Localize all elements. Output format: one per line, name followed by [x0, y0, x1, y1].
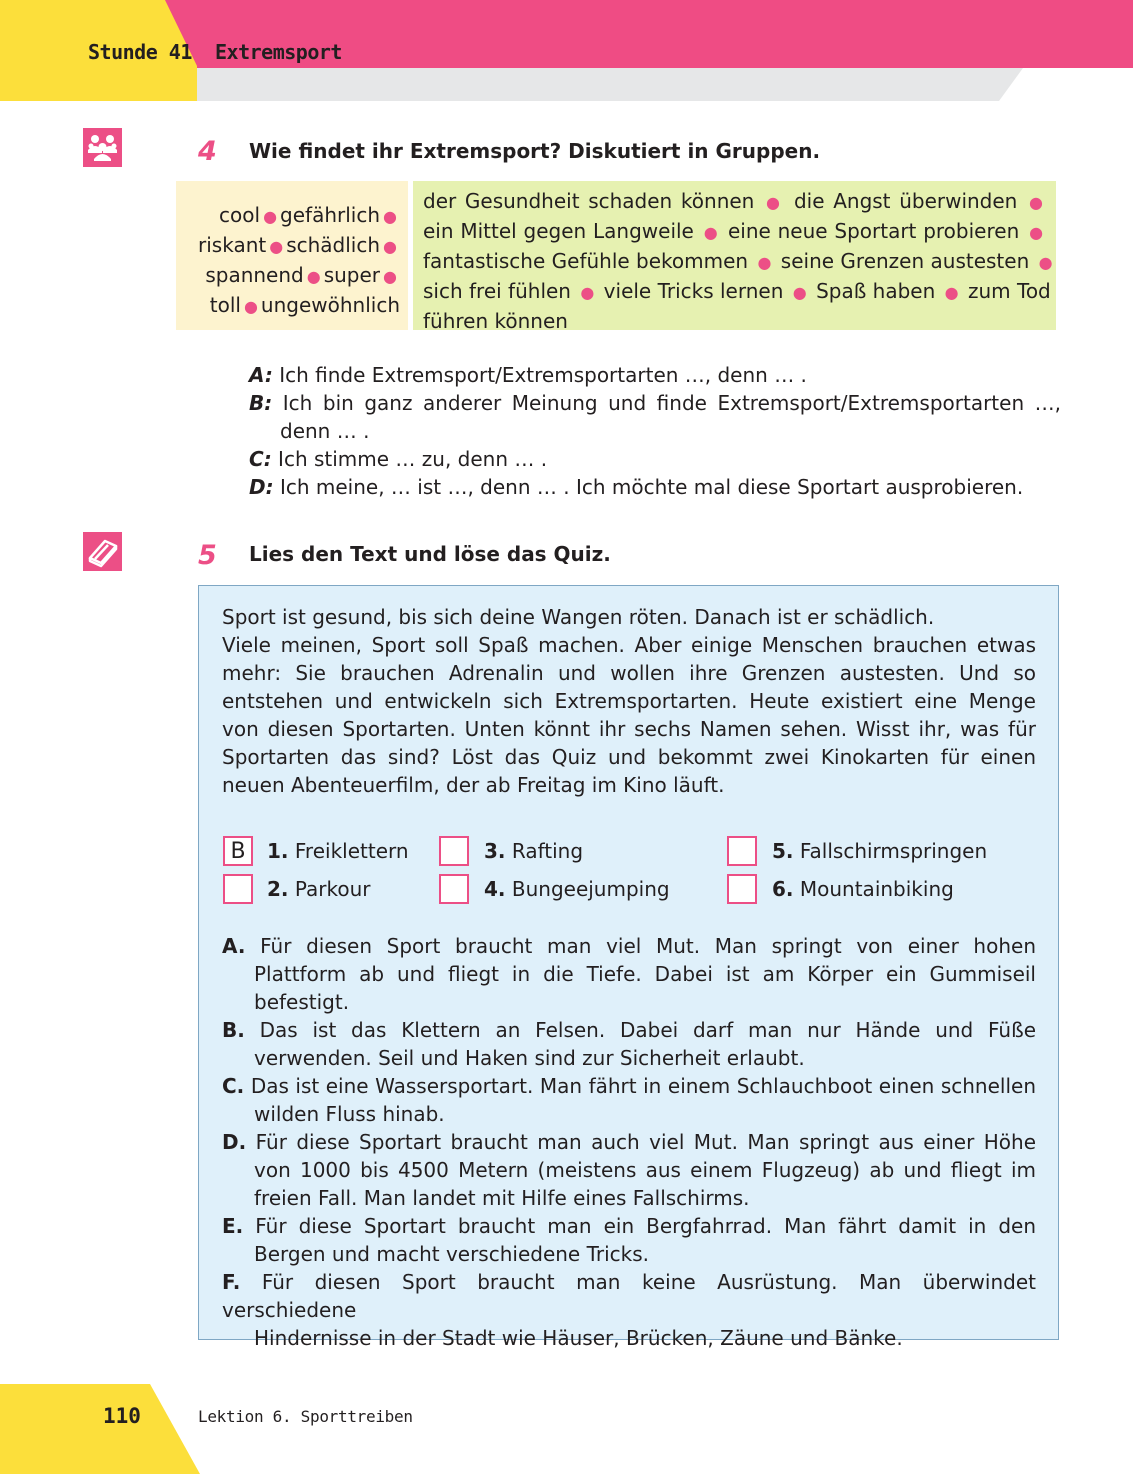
- quiz-name: Freiklettern: [294, 839, 409, 863]
- quiz-item-2: [267, 875, 371, 903]
- intro-line: mehr: Sie brauchen Adrenalin und wollen ihre Grenzen austesten. Und so: [222, 661, 1036, 685]
- answer-box-2[interactable]: [223, 874, 253, 904]
- phrase-line: sich frei fühlen ● viele Tricks lernen ● Spaß haben ● zum Tod: [423, 279, 1051, 303]
- intro-line: entstehen und entwickeln sich Extremsportarten. Heute existiert eine Menge: [222, 689, 1036, 713]
- adjective: schädlich: [286, 233, 381, 257]
- adjective-line: cool ● gefährlich ●: [219, 203, 397, 227]
- quiz-item-4: [484, 875, 670, 903]
- phrase: führen können: [423, 309, 568, 333]
- phrase-line: [423, 307, 1046, 335]
- description-F: [222, 1268, 1036, 1352]
- description-C: [222, 1072, 1036, 1128]
- phrase: Spaß haben: [816, 279, 936, 303]
- description-line: verwenden. Seil und Haken sind zur Sicherheit erlaubt.: [254, 1046, 805, 1070]
- description-letter: E.: [222, 1214, 244, 1238]
- quiz-item-3: [484, 837, 583, 865]
- footer-lesson-title: Lektion 6. Sporttreiben: [198, 1407, 413, 1426]
- description-line: wilden Fluss hinab.: [254, 1102, 445, 1126]
- description-text: Das ist das Klettern an Felsen. Dabei darf man nur Hände und Füße: [259, 1018, 1037, 1042]
- quiz-name: Rafting: [511, 839, 584, 863]
- description-text: Das ist eine Wassersportart. Man fährt in einem Schlauchboot einen schnellen: [250, 1074, 1036, 1098]
- footer-yellow-band: [0, 1384, 200, 1474]
- description-letter: F.: [222, 1270, 241, 1294]
- description-line: von 1000 bis 4500 Metern (meistens aus einem Flugzeug) ab und fliegt im: [254, 1158, 1036, 1182]
- dialogue-line: D: Ich meine, … ist …, denn … . Ich möchte mal diese Sportart ausprobieren.: [249, 475, 1024, 499]
- phrases-box: [413, 181, 1056, 333]
- quiz-number: 6.: [772, 877, 794, 901]
- description-letter: B.: [222, 1018, 245, 1042]
- quiz-number: 4.: [484, 877, 506, 901]
- adjective-line: spannend ● super ●: [205, 263, 397, 287]
- speaker-label: D: [249, 475, 266, 499]
- dialogue-text: Ich stimme … zu, denn … .: [278, 447, 548, 471]
- dialogue-text: Ich finde Extremsport/Extremsportarten …, denn … .: [279, 363, 807, 387]
- description-letter: C.: [222, 1074, 245, 1098]
- quiz-name: Fallschirmspringen: [799, 839, 988, 863]
- description-letter: D.: [222, 1130, 247, 1154]
- dialogue-text: Ich meine, … ist …, denn … . Ich möchte mal diese Sportart ausprobieren.: [279, 475, 1024, 499]
- dialogue-block: [249, 361, 1061, 501]
- description-text: Für diesen Sport braucht man keine Ausrüstung. Man überwindet verschiedene: [222, 1270, 1036, 1322]
- description-E: [222, 1212, 1036, 1268]
- phrase-line: fantastische Gefühle bekommen ● seine Grenzen austesten ●: [423, 249, 1053, 273]
- dialogue-line: B: Ich bin ganz anderer Meinung und finde Extremsport/Extremsportarten …,: [249, 391, 1061, 415]
- adjective: super: [323, 263, 381, 287]
- descriptions-list: [222, 932, 1036, 1352]
- book-icon: [83, 532, 122, 571]
- dialogue-line: C: Ich stimme … zu, denn … .: [249, 447, 548, 471]
- phrase: fantastische Gefühle bekommen: [423, 249, 749, 273]
- description-line: [222, 932, 1036, 960]
- intro-line: Sport ist gesund, bis sich deine Wangen röten. Danach ist er schädlich.: [222, 605, 935, 629]
- phrase: seine Grenzen austesten: [780, 249, 1030, 273]
- phrase: eine neue Sportart probieren: [727, 219, 1020, 243]
- adjective: riskant: [198, 233, 267, 257]
- quiz-name: Bungeejumping: [511, 877, 670, 901]
- phrase-line: ein Mittel gegen Langweile ● eine neue Sportart probieren ●: [423, 219, 1044, 243]
- reading-text-box: [198, 585, 1059, 1350]
- lesson-number: Stunde 41: [88, 40, 192, 64]
- dialogue-continuation: denn … .: [280, 419, 370, 443]
- description-text: Für diese Sportart braucht man ein Bergfahrrad. Man fährt damit in den: [255, 1214, 1037, 1238]
- adjective: gefährlich: [280, 203, 381, 227]
- task-4-number: 4: [198, 136, 217, 167]
- page-number: 110: [103, 1404, 141, 1428]
- adjective: toll: [209, 293, 241, 317]
- description-line: [222, 1016, 1036, 1044]
- phrase: viele Tricks lernen: [603, 279, 784, 303]
- answer-box-5[interactable]: [727, 836, 757, 866]
- adjective: cool: [219, 203, 261, 227]
- intro-line: neuen Abenteuerfilm, der ab Freitag im Kino läuft.: [222, 773, 725, 797]
- description-line: [222, 1268, 1036, 1324]
- answer-box-1[interactable]: B: [223, 836, 253, 866]
- task-5-title: Lies den Text und löse das Quiz.: [249, 542, 611, 566]
- quiz-number: 5.: [772, 839, 794, 863]
- adjective: ungewöhnlich: [260, 293, 400, 317]
- intro-line: von diesen Sportarten. Unten könnt ihr sechs Namen sehen. Wisst ihr, was für: [222, 717, 1036, 741]
- phrase: sich frei fühlen: [423, 279, 571, 303]
- adjective-line: riskant ● schädlich ●: [198, 233, 397, 257]
- quiz-item-1: [267, 837, 409, 865]
- description-text: Für diese Sportart braucht man auch viel Mut. Man springt aus einer Höhe: [255, 1130, 1036, 1154]
- adjective: spannend: [205, 263, 304, 287]
- description-line: [222, 1072, 1036, 1100]
- adjectives-box: [176, 181, 408, 330]
- quiz-number: 2.: [267, 877, 289, 901]
- answer-box-6[interactable]: [727, 874, 757, 904]
- quiz-item-5: [772, 837, 987, 865]
- intro-text: [222, 603, 1036, 799]
- speaker-label: B: [249, 391, 265, 415]
- quiz-name: Mountainbiking: [799, 877, 954, 901]
- task-5-number: 5: [198, 540, 217, 571]
- phrase-line: der Gesundheit schaden können ● die Angst überwinden ●: [423, 189, 1044, 213]
- description-line: [222, 1212, 1036, 1240]
- speaker-label: C: [249, 447, 264, 471]
- intro-line: Viele meinen, Sport soll Spaß machen. Aber einige Menschen brauchen etwas: [222, 633, 1036, 657]
- description-A: [222, 932, 1036, 1016]
- quiz-number: 1.: [267, 839, 289, 863]
- dialogue-line: A: Ich finde Extremsport/Extremsportarten …, denn … .: [249, 363, 807, 387]
- group-icon: [83, 128, 122, 167]
- dialogue-text: Ich bin ganz anderer Meinung und finde Extremsport/Extremsportarten …,: [282, 391, 1061, 415]
- phrase: zum Tod: [967, 279, 1051, 303]
- quiz-item-6: [772, 875, 954, 903]
- description-line: Plattform ab und fliegt in die Tiefe. Dabei ist am Körper ein Gummiseil: [254, 962, 1036, 986]
- description-text: Für diesen Sport braucht man viel Mut. Man springt von einer hohen: [260, 934, 1037, 958]
- description-D: [222, 1128, 1036, 1212]
- description-line: freien Fall. Man landet mit Hilfe eines Fallschirms.: [254, 1186, 750, 1210]
- adjective-line: toll ● ungewöhnlich: [209, 293, 400, 317]
- phrase: ein Mittel gegen Langweile: [423, 219, 694, 243]
- intro-line: Sportarten das sind? Löst das Quiz und bekommt zwei Kinokarten für einen: [222, 745, 1036, 769]
- description-B: [222, 1016, 1036, 1072]
- speaker-label: A: [249, 363, 265, 387]
- description-line: Hindernisse in der Stadt wie Häuser, Brücken, Zäune und Bänke.: [254, 1326, 903, 1350]
- description-line: befestigt.: [254, 990, 350, 1014]
- phrase: die Angst überwinden: [793, 189, 1018, 213]
- header-gray-band: [197, 68, 1023, 101]
- task-4-title: Wie findet ihr Extremsport? Diskutiert in Gruppen.: [249, 139, 821, 163]
- description-line: [222, 1128, 1036, 1156]
- phrase: der Gesundheit schaden können: [423, 189, 755, 213]
- lesson-topic: Extremsport: [215, 40, 342, 64]
- quiz-number: 3.: [484, 839, 506, 863]
- answer-box-4[interactable]: [439, 874, 469, 904]
- description-line: Bergen und macht verschiedene Tricks.: [254, 1242, 650, 1266]
- description-letter: A.: [222, 934, 246, 958]
- answer-box-3[interactable]: [439, 836, 469, 866]
- quiz-name: Parkour: [294, 877, 371, 901]
